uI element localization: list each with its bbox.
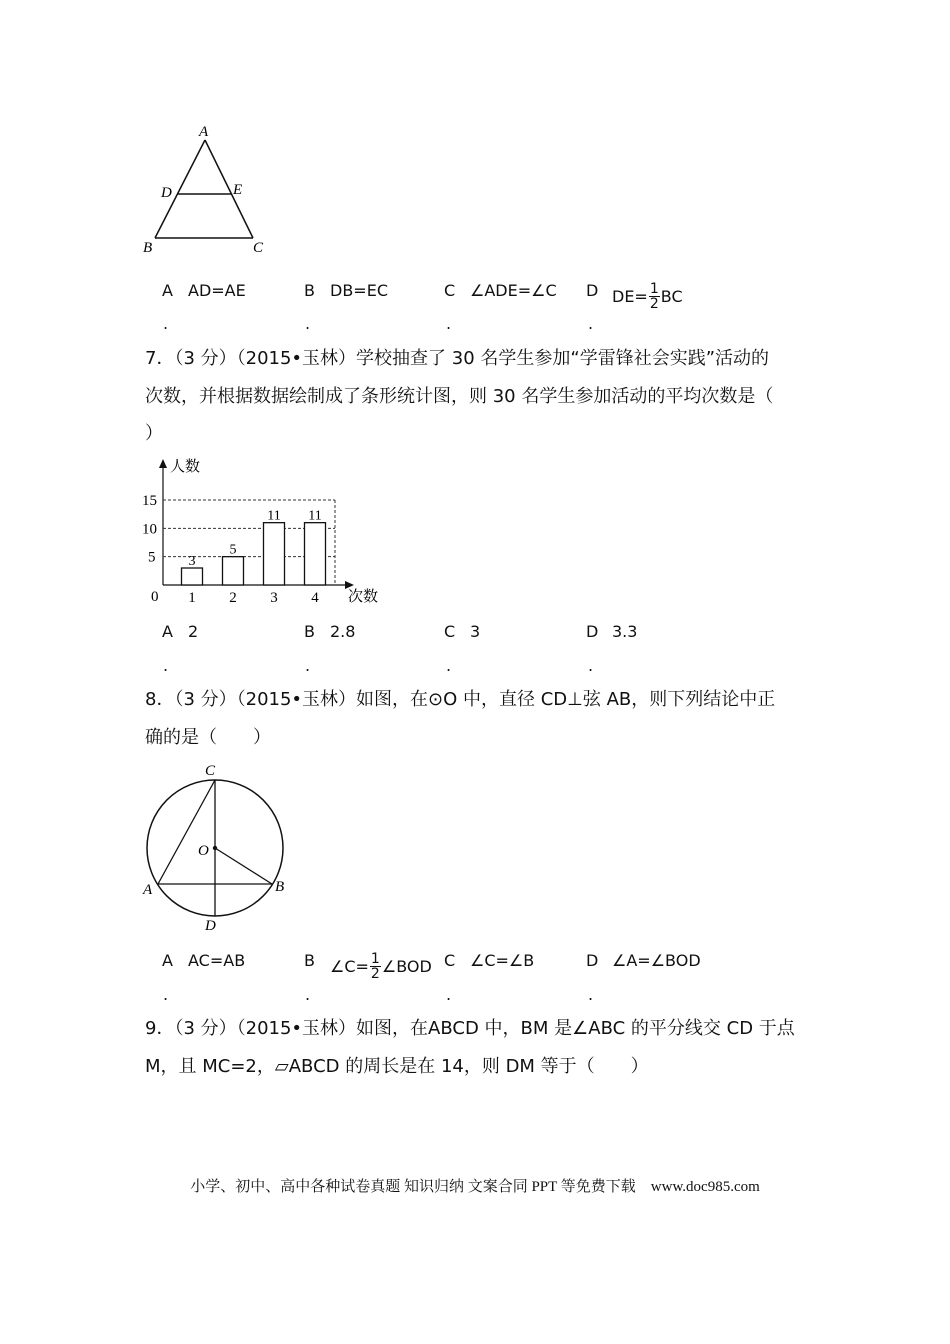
fraction — [370, 952, 381, 981]
q6-option-a-letter: A — [162, 281, 173, 300]
q8-option-b-post: ∠BOD — [381, 957, 432, 976]
q8-option-b-formula — [330, 952, 432, 981]
fraction-numerator: 1 — [370, 951, 380, 967]
x-tick-label: 4 — [311, 590, 319, 606]
bar-value-label: 5 — [229, 542, 237, 558]
q7-line1: 7．（3 分）（2015•玉林）学校抽查了 30 名学生参加“学雷锋社会实践”活动的 — [145, 348, 770, 369]
q8-dot-a: . — [163, 985, 169, 1004]
q8-option-d-text: ∠A=∠BOD — [612, 951, 701, 970]
y-tick-label: 0 — [151, 589, 159, 605]
x-tick-label: 3 — [270, 590, 278, 606]
q8-line2: 确的是（ ） — [145, 727, 271, 748]
q7-option-c-letter: C — [444, 622, 456, 641]
y-tick-label: 5 — [148, 549, 156, 566]
label-D: D — [205, 918, 216, 934]
q7-dot-a: . — [163, 656, 169, 675]
q7-option-c-text: 3 — [470, 622, 481, 641]
y-tick-label: 15 — [142, 493, 157, 509]
q8-option-c-letter: C — [444, 951, 456, 970]
q6-option-c-letter: C — [444, 281, 456, 300]
y-tick-label: 10 — [142, 521, 157, 538]
q6-option-d-post: BC — [660, 287, 683, 306]
y-axis-label: 人数 — [170, 459, 201, 475]
triangle-figure — [135, 118, 275, 263]
q6-dot-b: . — [305, 314, 311, 333]
bar — [182, 568, 203, 585]
q7-option-b-text: 2.8 — [330, 622, 356, 641]
bar-value-label: 11 — [267, 508, 281, 524]
circle-figure — [135, 758, 300, 938]
q7-line3: ） — [145, 423, 163, 444]
label-E: E — [233, 182, 243, 198]
q7-option-b-letter: B — [304, 622, 315, 641]
q6-option-b-text: DB=EC — [330, 281, 388, 300]
q8-line1: 8．（3 分）（2015•玉林）如图，在⊙O 中，直径 CD⊥弦 AB，则下列结论中正 — [145, 689, 776, 710]
q9-line1: 9．（3 分）（2015•玉林）如图，在ABCD 中，BM 是∠ABC 的平分线交 CD 于点 — [145, 1018, 795, 1039]
q6-option-d-formula — [612, 282, 683, 311]
label-A: A — [199, 124, 209, 140]
x-tick-label: 2 — [229, 590, 237, 606]
q6-option-c-text: ∠ADE=∠C — [470, 281, 557, 300]
bar — [305, 523, 326, 585]
q6-dot-d: . — [588, 314, 594, 333]
q8-option-b-letter: B — [304, 951, 315, 970]
q7-dot-b: . — [305, 656, 311, 675]
q7-option-d-letter: D — [586, 622, 599, 641]
label-A: A — [143, 882, 153, 898]
q7-option-d-text: 3.3 — [612, 622, 638, 641]
bar — [223, 557, 244, 585]
q7-line2: 次数，并根据数据绘制成了条形统计图，则 30 名学生参加活动的平均次数是（ — [145, 386, 774, 407]
label-O: O — [198, 843, 209, 859]
q8-option-a-text: AC=AB — [188, 951, 246, 970]
label-D: D — [161, 185, 172, 201]
q6-dot-c: . — [446, 314, 452, 333]
q7-option-a-text: 2 — [188, 622, 199, 641]
q8-dot-b: . — [305, 985, 311, 1004]
q8-option-d-letter: D — [586, 951, 599, 970]
q9-line2: M，且 MC=2，▱ABCD 的周长是在 14，则 DM 等于（ ） — [145, 1056, 649, 1077]
fraction-denominator: 2 — [370, 966, 380, 982]
fraction-denominator: 2 — [649, 296, 659, 312]
q7-dot-d: . — [588, 656, 594, 675]
q8-dot-c: . — [446, 985, 452, 1004]
bar-chart — [140, 455, 390, 607]
q6-option-b-letter: B — [304, 281, 315, 300]
q6-option-d-pre: DE= — [612, 287, 648, 306]
q8-dot-d: . — [588, 985, 594, 1004]
q8-option-c-text: ∠C=∠B — [470, 951, 535, 970]
q7-dot-c: . — [446, 656, 452, 675]
label-C: C — [205, 763, 216, 779]
q8-option-a-letter: A — [162, 951, 173, 970]
x-tick-label: 1 — [188, 590, 196, 606]
q8-option-b-pre: ∠C= — [330, 957, 369, 976]
page-footer: 小学、初中、高中各种试卷真题 知识归纳 文案合同 PPT 等免费下载 www.doc985.com — [190, 1179, 760, 1195]
label-B: B — [143, 240, 153, 256]
bar — [264, 523, 285, 585]
q6-option-d-letter: D — [586, 281, 599, 300]
q7-option-a-letter: A — [162, 622, 173, 641]
fraction — [649, 282, 660, 311]
q6-option-a-text: AD=AE — [188, 281, 246, 300]
bar-value-label: 3 — [188, 554, 196, 569]
label-C: C — [253, 240, 264, 256]
x-axis-label: 次数 — [348, 589, 379, 605]
label-B: B — [275, 879, 285, 895]
fraction-numerator: 1 — [649, 281, 659, 297]
q6-dot-a: . — [163, 314, 169, 333]
bar-value-label: 11 — [308, 508, 322, 524]
